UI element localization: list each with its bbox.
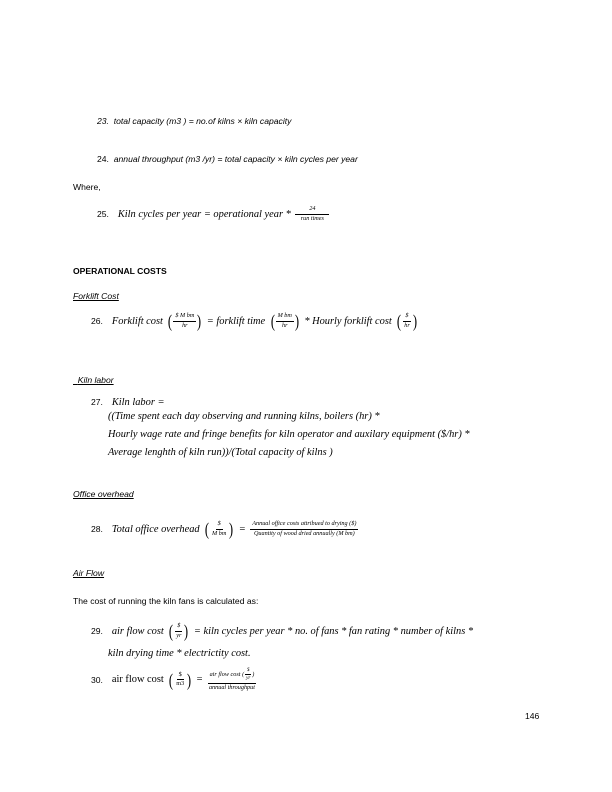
fraction [250, 521, 358, 537]
unit-fraction [276, 313, 294, 329]
equation-number: 23. [97, 116, 109, 126]
fraction-numerator: $ [216, 521, 223, 530]
equation-rhs: * Hourly forklift cost [304, 315, 392, 327]
left-paren: ( [169, 669, 174, 690]
equation-lhs: air flow cost [111, 625, 164, 637]
air-flow-intro: The cost of running the kiln fans is calculated as: [73, 596, 259, 606]
nested-denominator: yr [246, 676, 251, 682]
equation-number: 29. [91, 626, 103, 636]
fraction [295, 206, 329, 222]
equals-sign: = [196, 674, 203, 685]
equation-24 [97, 154, 358, 164]
equation-27-line-3: Hourly wage rate and fringe benefits for kiln operator and auxilary equipment ($/hr) * [108, 429, 470, 440]
forklift-heading: Forklift Cost [73, 291, 119, 301]
fraction [207, 668, 257, 691]
heading-text: Kiln labor [77, 375, 114, 385]
unit-fraction [173, 313, 196, 329]
equation-26 [91, 312, 418, 330]
where-label: Where, [73, 182, 101, 192]
unit-fraction [402, 313, 412, 329]
equation-number: 26. [91, 316, 103, 326]
left-paren: ( [397, 311, 402, 331]
equation-number: 28. [91, 524, 103, 534]
right-paren: ) [187, 669, 192, 690]
left-paren: ( [168, 311, 173, 331]
right-paren: ) [229, 519, 234, 539]
equation-lhs: Total office overhead [111, 523, 200, 535]
unit-fraction [174, 623, 183, 639]
equation-number: 30. [91, 674, 103, 685]
fraction-numerator: Annual office costs attribued to drying ($) [250, 521, 358, 530]
fraction-denominator: run times [300, 214, 324, 222]
left-paren: ( [169, 621, 174, 641]
equation-27 [91, 393, 164, 411]
nested-unit-fraction [244, 668, 252, 682]
equals-sign: = [238, 523, 246, 535]
fraction-numerator: 24 [295, 206, 329, 215]
page-number: 146 [525, 711, 540, 721]
equation-text: annual throughput (m3 /yr) = total capacity × kiln cycles per year [113, 154, 358, 164]
nested-numerator: $ [245, 668, 252, 675]
equation-rhs: = kiln cycles per year * no. of fans * fan rating * number of kilns * [193, 625, 474, 637]
equation-23 [97, 116, 291, 126]
equation-30 [91, 668, 257, 691]
fraction-denominator: m3 [176, 680, 185, 687]
section-heading: OPERATIONAL COSTS [73, 266, 167, 276]
equation-lhs: Forklift cost [111, 315, 163, 327]
fraction-denominator: Quantity of wood dried annually (M bm) [253, 529, 355, 537]
right-paren: ) [184, 621, 189, 641]
fraction-denominator: M bm [212, 529, 227, 537]
equation-lhs: air flow cost [111, 674, 164, 685]
equation-29-line-2: kiln drying time * electrictity cost. [108, 648, 251, 659]
equation-27-line-4: Average lenghth of kiln run))/(Total capacity of kilns ) [108, 447, 333, 458]
fraction-numerator: air flow cost ( $\frac{\$}{yr}$ ) [208, 668, 257, 684]
fraction-denominator: hr [182, 321, 188, 329]
fraction-denominator: annual throughput [208, 683, 255, 691]
fraction-numerator: $ M bm [173, 313, 196, 322]
fraction-numerator: $ [175, 623, 182, 632]
fraction-denominator: hr [281, 321, 288, 329]
fraction-numerator: $ [403, 313, 410, 322]
fraction-denominator: hr [404, 321, 410, 329]
unit-fraction [174, 672, 186, 688]
right-paren: ) [197, 311, 202, 331]
equation-mid: = forklift time [206, 315, 266, 327]
unit-fraction [210, 521, 228, 537]
numerator-text: air flow cost [209, 671, 241, 679]
air-flow-heading: Air Flow [73, 568, 105, 578]
equation-29 [91, 622, 473, 640]
right-paren: ) [294, 311, 299, 331]
equation-line: Kiln labor = [111, 396, 165, 408]
equation-28 [91, 520, 358, 538]
equation-25 [97, 205, 329, 223]
left-paren: ( [204, 519, 210, 539]
office-overhead-heading: Office overhead [73, 489, 134, 499]
kiln-labor-heading [73, 375, 114, 385]
fraction-numerator: $ [177, 672, 184, 681]
equation-lhs: Kiln cycles per year = operational year * [117, 208, 291, 220]
right-paren: ) [412, 311, 417, 331]
fraction-numerator: M bm [276, 313, 294, 322]
equation-number: 24. [97, 154, 109, 164]
equation-number: 25. [97, 209, 109, 219]
left-paren: ( [270, 311, 275, 331]
fraction-denominator: yr [176, 631, 182, 639]
equation-number: 27. [91, 397, 103, 407]
equation-text: total capacity (m3 ) = no.of kilns × kiln capacity [113, 116, 292, 126]
equation-27-line-2: ((Time spent each day observing and running kilns, boilers (hr) * [108, 411, 380, 422]
